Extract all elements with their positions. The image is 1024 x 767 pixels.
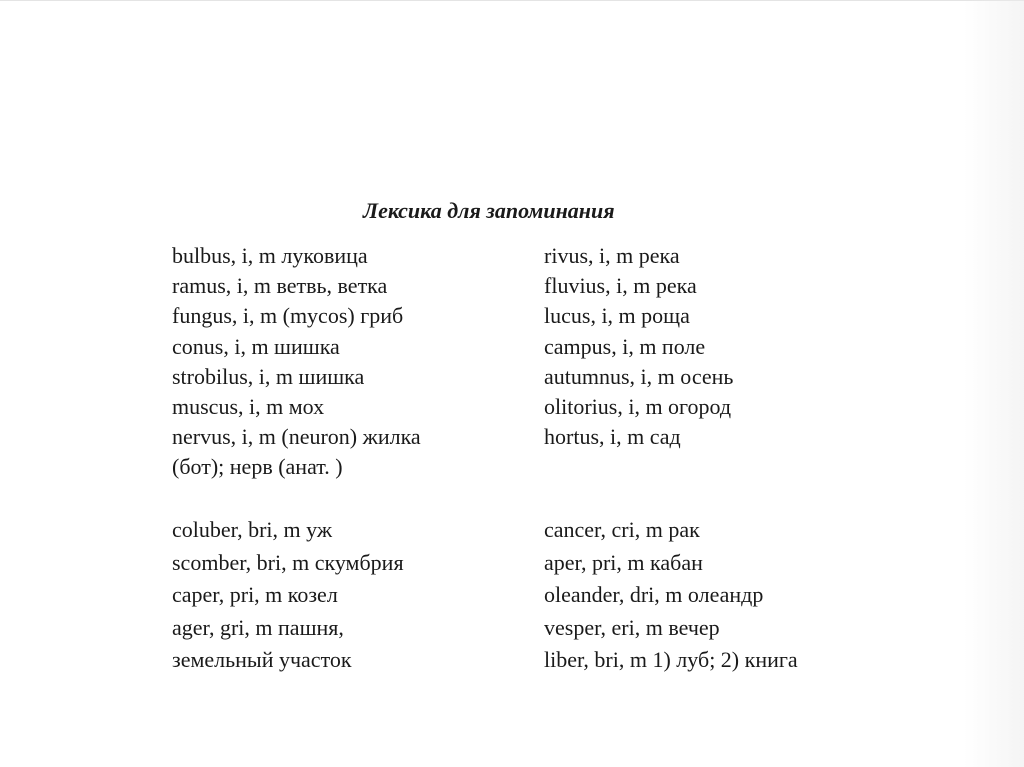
vocab-entry: autumnus, i, m осень (544, 363, 734, 389)
vocab-entry: aper, pri, m кабан (544, 549, 703, 575)
vocab-entry: campus, i, m поле (544, 333, 706, 359)
vocab-entry: (бот); нерв (анат. ) (172, 454, 343, 480)
vocab-entry: oleander, dri, m олеандр (544, 582, 764, 607)
vocab-entry: ager, gri, m пашня, (172, 614, 344, 640)
vocab-entry: nervus, i, m (neuron) жилка (172, 424, 421, 450)
vocab-entry: muscus, i, m мох (172, 393, 325, 419)
vocab-entry: coluber, bri, m уж (172, 517, 333, 542)
vocab-entry: caper, pri, m козел (172, 582, 338, 607)
vocab-entry: hortus, i, m сад (544, 424, 681, 450)
vocab-column-left-1 (172, 241, 421, 483)
vocab-entry: lucus, i, m роща (544, 303, 690, 329)
vocab-entry: strobilus, i, m шишка (172, 363, 365, 389)
vocab-entry: olitorius, i, m огород (544, 393, 732, 419)
vocab-entry: ramus, i, m ветвь, ветка (172, 273, 388, 299)
edge-shadow (964, 0, 1024, 767)
vocab-column-right-1 (544, 241, 733, 452)
vocab-entry: bulbus, i, m луковица (172, 243, 368, 268)
vocab-entry: conus, i, m шишка (172, 333, 340, 359)
vocab-entry: liber, bri, m 1) луб; 2) книга (544, 647, 798, 672)
vocab-entry: fungus, i, m (mycos) гриб (172, 303, 404, 329)
vocab-column-right-2 (544, 514, 798, 677)
vocab-entry: scomber, bri, m скумбрия (172, 549, 404, 575)
vocab-entry: rivus, i, m река (544, 243, 680, 268)
vocab-entry: vesper, eri, m вечер (544, 614, 720, 640)
page-title: Лексика для запоминания (363, 198, 615, 223)
top-border (0, 0, 1024, 1)
vocab-column-left-2 (172, 514, 404, 677)
vocab-entry: земельный участок (172, 647, 352, 672)
vocab-entry: cancer, cri, m рак (544, 517, 700, 542)
vocab-entry: fluvius, i, m река (544, 273, 697, 299)
